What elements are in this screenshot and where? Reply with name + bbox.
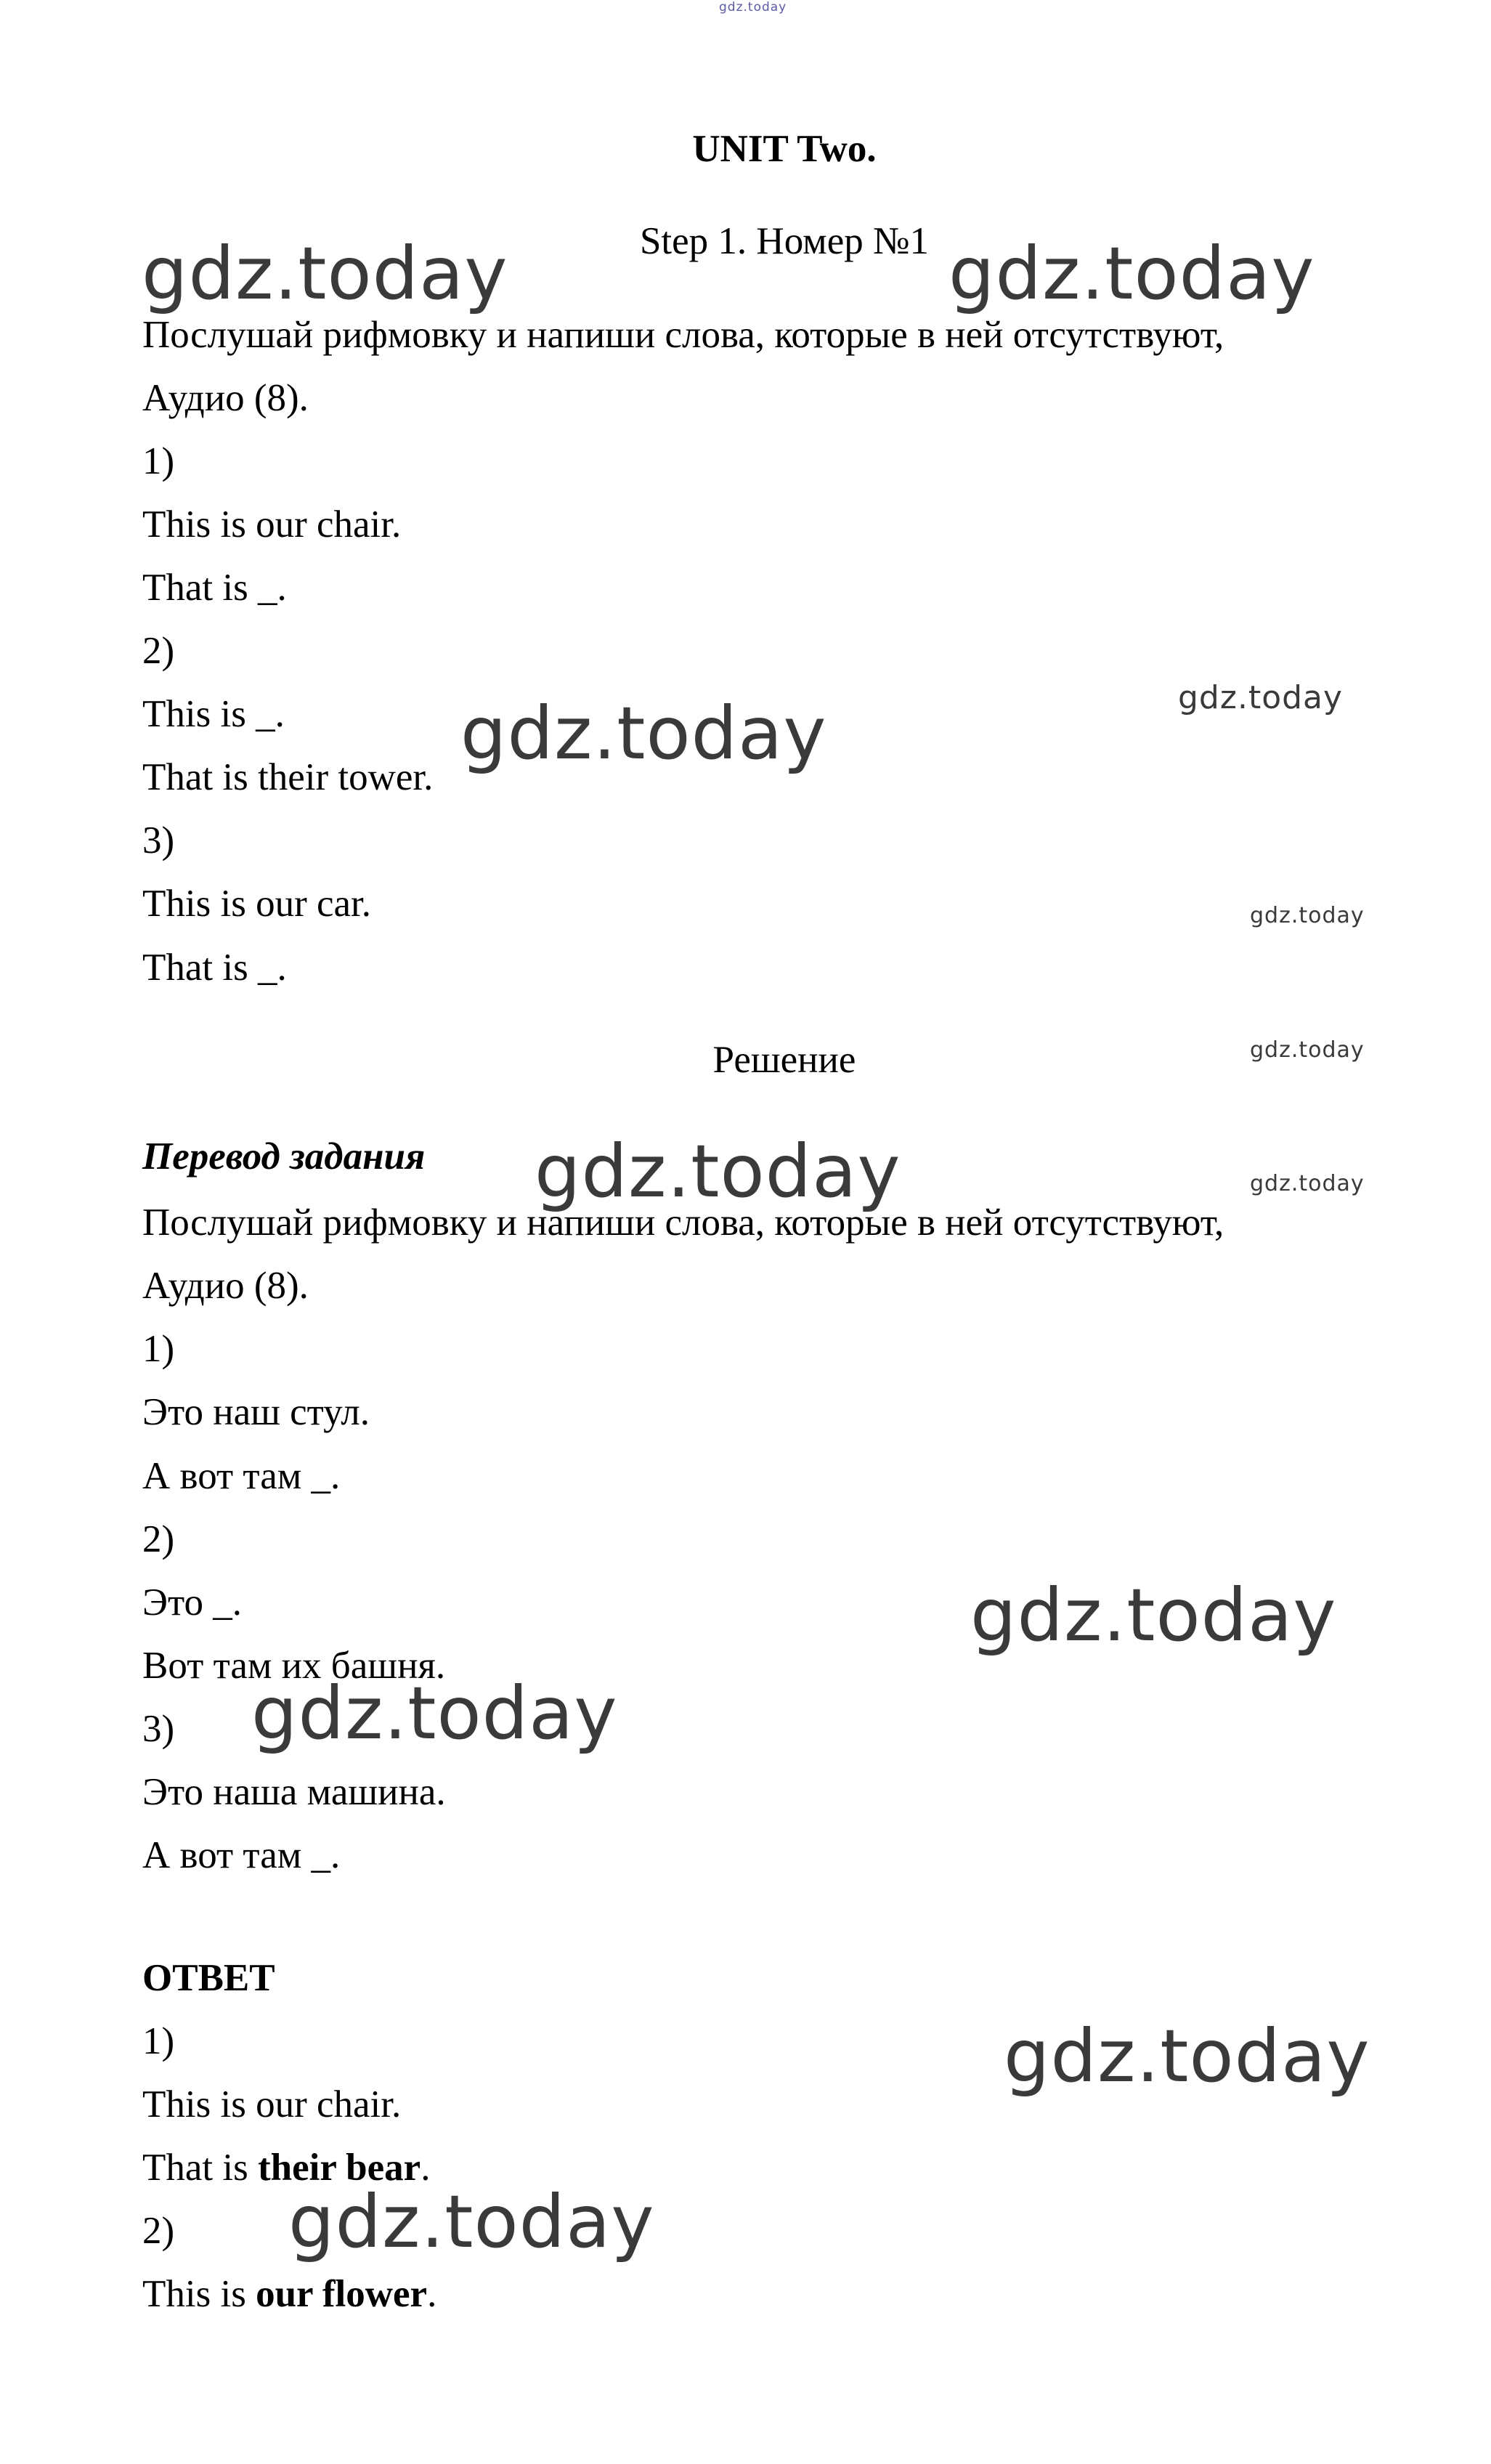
watermark: gdz.today bbox=[948, 231, 1315, 316]
translation-line: А вот там _. bbox=[142, 1455, 341, 1497]
answer-filled-word: their bear bbox=[257, 2147, 421, 2189]
answer-item-number: 1) bbox=[142, 2020, 175, 2062]
task-line: This is our chair. bbox=[142, 503, 402, 546]
unit-title: UNIT Two. bbox=[692, 128, 877, 170]
translation-instruction: Послушай рифмовку и напиши слова, которые в ней отсутствуют, bbox=[142, 1201, 1224, 1244]
task-instruction-cont: Аудио (8). bbox=[142, 377, 309, 419]
task-line: 3) bbox=[142, 819, 175, 862]
translation-line: А вот там _. bbox=[142, 1834, 341, 1876]
watermark: gdz.today bbox=[1250, 903, 1365, 928]
answer-line bbox=[142, 2271, 436, 2317]
translation-instruction-cont: Аудио (8). bbox=[142, 1265, 309, 1307]
translation-line: Это _. bbox=[142, 1581, 242, 1624]
answer-punct: . bbox=[427, 2273, 437, 2315]
solution-heading: Решение bbox=[712, 1039, 856, 1081]
translation-heading: Перевод задания bbox=[142, 1135, 426, 1178]
translation-line: 2) bbox=[142, 1518, 175, 1560]
watermark: gdz.today bbox=[1250, 1037, 1365, 1063]
task-line: This is _. bbox=[142, 693, 285, 735]
task-line: That is _. bbox=[142, 567, 287, 609]
watermark: gdz.today bbox=[142, 231, 508, 316]
translation-line: 1) bbox=[142, 1328, 175, 1370]
watermark: gdz.today bbox=[1004, 2014, 1370, 2099]
task-line: That is _. bbox=[142, 947, 287, 989]
watermark: gdz.today bbox=[1250, 1171, 1365, 1196]
translation-line: Вот там их башня. bbox=[142, 1645, 446, 1687]
top-watermark: gdz.today bbox=[719, 0, 787, 15]
watermark: gdz.today bbox=[460, 691, 827, 776]
task-line: 2) bbox=[142, 630, 175, 672]
watermark: gdz.today bbox=[288, 2179, 655, 2264]
answer-text: That is bbox=[142, 2147, 258, 2189]
task-line: That is their tower. bbox=[142, 756, 434, 798]
answer-line: This is our chair. bbox=[142, 2083, 402, 2125]
watermark: gdz.today bbox=[970, 1573, 1337, 1658]
watermark: gdz.today bbox=[1178, 679, 1344, 716]
watermark: gdz.today bbox=[535, 1129, 901, 1214]
task-instruction: Послушай рифмовку и напиши слова, которые в ней отсутствуют, bbox=[142, 314, 1224, 356]
step-subtitle: Step 1. Номер №1 bbox=[639, 220, 930, 262]
answer-text: This is bbox=[142, 2273, 256, 2315]
answer-filled-word: our flower bbox=[256, 2273, 428, 2315]
task-line: 1) bbox=[142, 440, 175, 482]
answer-punct: . bbox=[421, 2147, 431, 2189]
translation-line: 3) bbox=[142, 1708, 175, 1750]
answer-item-number: 2) bbox=[142, 2210, 175, 2252]
watermark: gdz.today bbox=[251, 1671, 618, 1756]
task-line: This is our car. bbox=[142, 883, 371, 925]
translation-line: Это наш стул. bbox=[142, 1391, 370, 1433]
answer-heading: ОТВЕТ bbox=[142, 1957, 275, 1999]
translation-line: Это наша машина. bbox=[142, 1771, 446, 1813]
